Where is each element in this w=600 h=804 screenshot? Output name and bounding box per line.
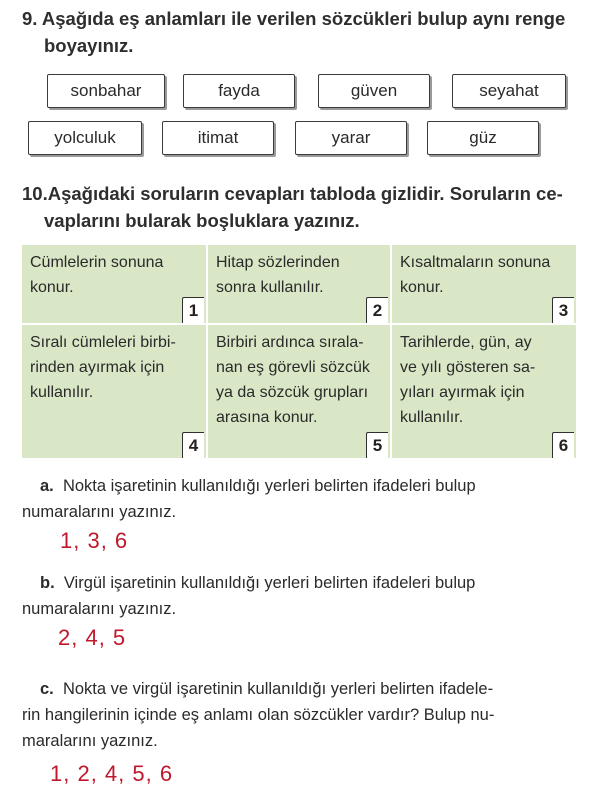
sub-question-c: c. Nokta ve virgül işaretinin kullanıldığı yerleri belirten ifadele- rin hangilerinin içinde eş anlamı olan sözcükler vardır? Bulup nu- maralarını yazınız.	[22, 680, 495, 750]
question-10-line2: vaplarını bularak boşluklara yazınız.	[44, 210, 360, 231]
word-card[interactable]: yolculuk	[28, 121, 142, 155]
sub-question-c-label: c.	[40, 680, 54, 698]
sub-question-a: a. Nokta işaretinin kullanıldığı yerleri belirten ifadeleri bulup numaralarını yazınız.	[22, 477, 476, 521]
table-cell-5: Birbiri ardınca sırala- nan eş görevli sözcük ya da sözcük grupları arasına konur. 5	[208, 325, 390, 458]
question-10-title	[22, 180, 592, 234]
cell-number-5: 5	[366, 432, 388, 458]
question-9-line1: 9. Aşağıda eş anlamları ile verilen sözcükleri bulup aynı renge	[22, 8, 566, 29]
word-card[interactable]: yarar	[295, 121, 407, 155]
sub-question-b-label: b.	[40, 574, 55, 592]
cell-number-2: 2	[366, 297, 388, 323]
word-card[interactable]: fayda	[183, 74, 295, 108]
word-card[interactable]: seyahat	[452, 74, 566, 108]
table-cell-2: Hitap sözlerinden sonra kullanılır. 2	[208, 245, 390, 323]
cell-number-4: 4	[182, 432, 204, 458]
answer-b[interactable]: 2, 4, 5	[58, 625, 127, 650]
answer-a[interactable]: 1, 3, 6	[60, 528, 129, 553]
word-card[interactable]: güz	[427, 121, 539, 155]
cell-number-3: 3	[552, 297, 574, 323]
answer-c[interactable]: 1, 2, 4, 5, 6	[50, 761, 174, 786]
table-cell-6: Tarihlerde, gün, ay ve yılı gösteren sa- yıları ayırmak için kullanılır. 6	[392, 325, 576, 458]
table-cell-3: Kısaltmaların sonuna konur. 3	[392, 245, 576, 323]
question-9-title	[22, 5, 582, 59]
word-card[interactable]: itimat	[162, 121, 274, 155]
table-cell-4: Sıralı cümleleri birbi- rinden ayırmak için kullanılır. 4	[22, 325, 206, 458]
question-9-line2: boyayınız.	[44, 35, 134, 56]
question-10-line1: 10.Aşağıdaki soruların cevapları tabloda gizlidir. Soruların ce-	[22, 183, 563, 204]
table-cell-1: Cümlelerin sonuna konur. 1	[22, 245, 206, 323]
cell-number-6: 6	[552, 432, 574, 458]
sub-question-a-label: a.	[40, 477, 54, 495]
word-card[interactable]: güven	[318, 74, 430, 108]
sub-question-b: b. Virgül işaretinin kullanıldığı yerleri belirten ifadeleri bulup numaralarını yazınız.	[22, 574, 476, 618]
word-card[interactable]: sonbahar	[47, 74, 165, 108]
clue-table	[22, 245, 576, 458]
cell-number-1: 1	[182, 297, 204, 323]
